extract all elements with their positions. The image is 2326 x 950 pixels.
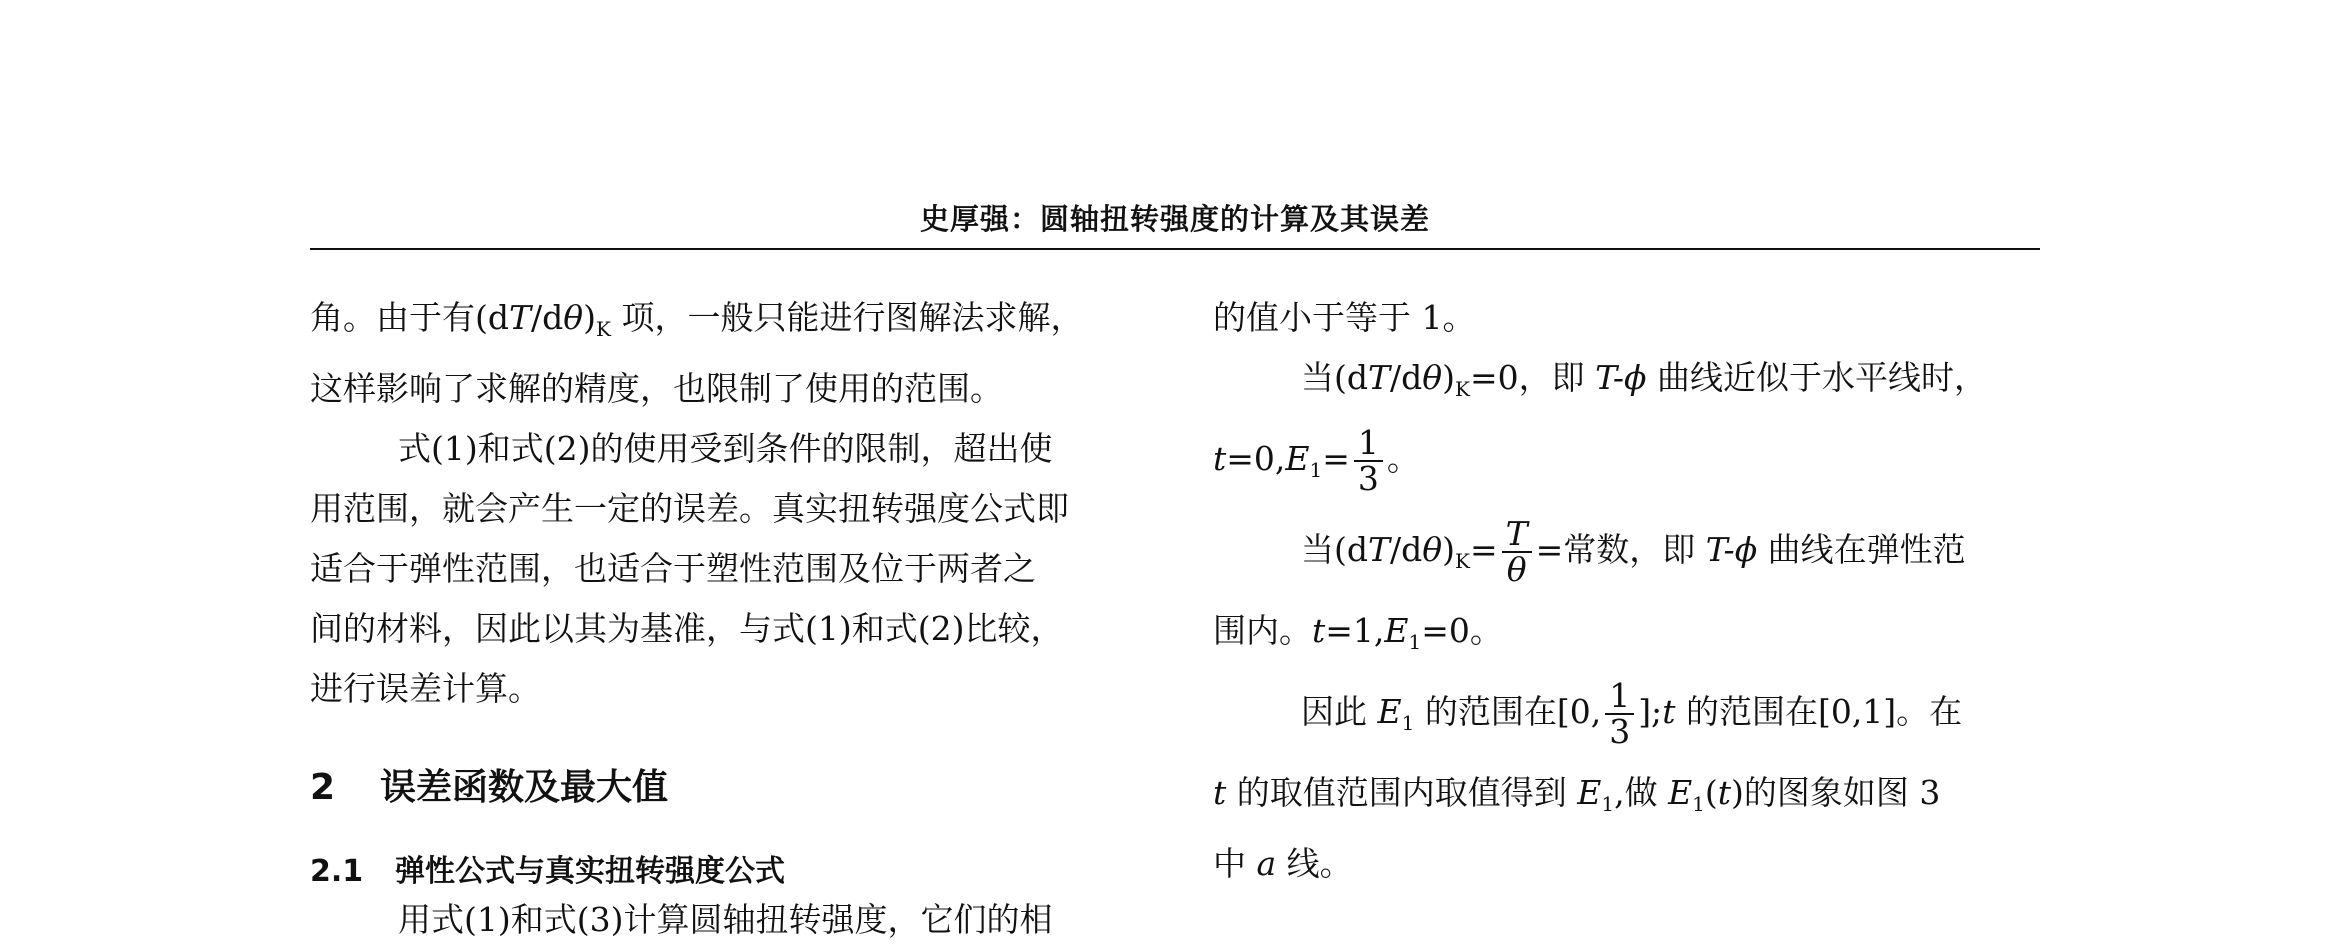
- text-run: ): [583, 298, 597, 337]
- subscript: 1: [1692, 792, 1705, 816]
- math-var: θ: [1422, 530, 1443, 569]
- line: [1213, 763, 2043, 834]
- subsection-heading: [310, 846, 1145, 890]
- text-run: ): [1442, 358, 1456, 397]
- subsection-number: 2.1: [310, 854, 364, 889]
- subscript: K: [1455, 549, 1470, 573]
- header-rule: [310, 248, 2040, 250]
- section-title: 误差函数及最大值: [380, 767, 669, 808]
- paragraph-r3: [1213, 510, 2043, 672]
- text-run: /d: [531, 298, 564, 337]
- paragraph-r2: [1213, 348, 2043, 510]
- text-run: 项，一般只能进行图解法求解，: [610, 298, 1084, 337]
- paragraph-2: [310, 419, 1145, 719]
- text-run: =0。: [1421, 611, 1503, 650]
- text-run: 的范围在[0,: [1414, 692, 1602, 731]
- text-run: 曲线近似于水平线时，: [1646, 358, 1988, 397]
- math-var: a: [1256, 844, 1277, 883]
- subscript: K: [596, 317, 611, 341]
- math-var: t: [1213, 773, 1227, 812]
- right-column: [1213, 288, 2043, 894]
- math-var: t: [1717, 773, 1732, 812]
- text-run: 线。: [1276, 844, 1353, 883]
- subsection-title: 弹性公式与真实扭转强度公式: [395, 854, 785, 889]
- fraction-denominator: θ: [1506, 550, 1527, 589]
- fraction: [1354, 423, 1383, 498]
- subscript: 1: [1408, 630, 1422, 654]
- text-run: =: [1322, 439, 1350, 478]
- math-var: θ: [563, 298, 584, 337]
- math-var: E: [1384, 611, 1409, 650]
- text-run: =常数，即: [1535, 530, 1706, 569]
- line: [1213, 419, 2043, 510]
- text-run: /d: [1390, 530, 1423, 569]
- math-var: T: [1368, 530, 1391, 569]
- line: 的值小于等于 1。: [1213, 298, 1476, 337]
- line: 进行误差计算。: [310, 669, 541, 708]
- math-var: θ: [1422, 358, 1443, 397]
- math-var: t: [1312, 611, 1326, 650]
- text-run: =1,: [1325, 611, 1385, 650]
- line: 间的材料，因此以其为基准，与式(1)和式(2)比较，: [310, 609, 1064, 648]
- line: 式(1)和式(2)的使用受到条件的限制，超出使: [398, 429, 1053, 468]
- math-var: T-ϕ: [1595, 358, 1647, 397]
- line: 适合于弹性范围，也适合于塑性范围及位于两者之: [310, 549, 1036, 588]
- text-run: =0，即: [1469, 358, 1596, 397]
- math-var: T: [1368, 358, 1391, 397]
- paragraph-r1: [1213, 288, 2043, 348]
- text-run: =: [1469, 530, 1498, 569]
- text-run: (: [1704, 773, 1718, 812]
- math-var: t: [1213, 439, 1227, 478]
- text-run: 。: [1386, 439, 1420, 478]
- text-run: 曲线在弹性范: [1757, 530, 1966, 569]
- math-var: E: [1285, 439, 1310, 478]
- math-var: T: [509, 298, 532, 337]
- line: [1213, 834, 2043, 894]
- text-run: 的范围在[0,1]。在: [1675, 692, 1963, 731]
- section-number: 2: [310, 767, 336, 808]
- line: 用范围，就会产生一定的误差。真实扭转强度公式即: [310, 489, 1069, 528]
- math-var: E: [1668, 773, 1693, 812]
- line: [310, 288, 1145, 359]
- line: 这样影响了求解的精度，也限制了使用的范围。: [310, 369, 1003, 408]
- paragraph-r4: [1213, 672, 2043, 894]
- fraction-denominator: 3: [1609, 712, 1631, 751]
- subscript: 1: [1601, 792, 1615, 816]
- subscript: 1: [1309, 458, 1323, 482]
- section-heading: [310, 759, 1145, 810]
- math-var: T-ϕ: [1705, 530, 1758, 569]
- math-var: E: [1577, 773, 1602, 812]
- text-run: /d: [1390, 358, 1423, 397]
- fraction-numerator: 1: [1605, 679, 1634, 715]
- fraction: [1605, 676, 1634, 751]
- text-run: 当(d: [1301, 358, 1368, 397]
- left-column: [310, 288, 1145, 950]
- running-header: 史厚强：圆轴扭转强度的计算及其误差: [919, 202, 1430, 236]
- text-run: ): [1442, 530, 1456, 569]
- text-run: 当(d: [1301, 530, 1368, 569]
- math-var: t: [1662, 692, 1676, 731]
- text-run: 中: [1213, 844, 1257, 883]
- math-var: E: [1377, 692, 1402, 731]
- text-run: )的图象如图 3: [1731, 773, 1941, 812]
- fraction-numerator: T: [1502, 517, 1532, 553]
- fraction: [1502, 514, 1532, 589]
- text-run: ,做: [1614, 773, 1669, 812]
- paragraph-1: [310, 288, 1145, 419]
- subscript: K: [1455, 377, 1470, 401]
- line: [1213, 510, 2043, 601]
- text-run: ];: [1638, 692, 1663, 731]
- text-run: 角。由于有(d: [310, 298, 509, 337]
- line: 用式(1)和式(3)计算圆轴扭转强度，它们的相: [398, 900, 1053, 939]
- text-run: =0,: [1226, 439, 1286, 478]
- line: [1213, 348, 2043, 419]
- fraction-numerator: 1: [1354, 426, 1383, 462]
- paragraph-3: [310, 890, 1145, 950]
- text-run: 因此: [1301, 692, 1378, 731]
- line: [1213, 601, 2043, 672]
- subscript: 1: [1401, 711, 1415, 735]
- text-run: 围内。: [1213, 611, 1312, 650]
- fraction-denominator: 3: [1357, 459, 1379, 498]
- line: [1213, 672, 2043, 763]
- text-run: 的取值范围内取值得到: [1226, 773, 1578, 812]
